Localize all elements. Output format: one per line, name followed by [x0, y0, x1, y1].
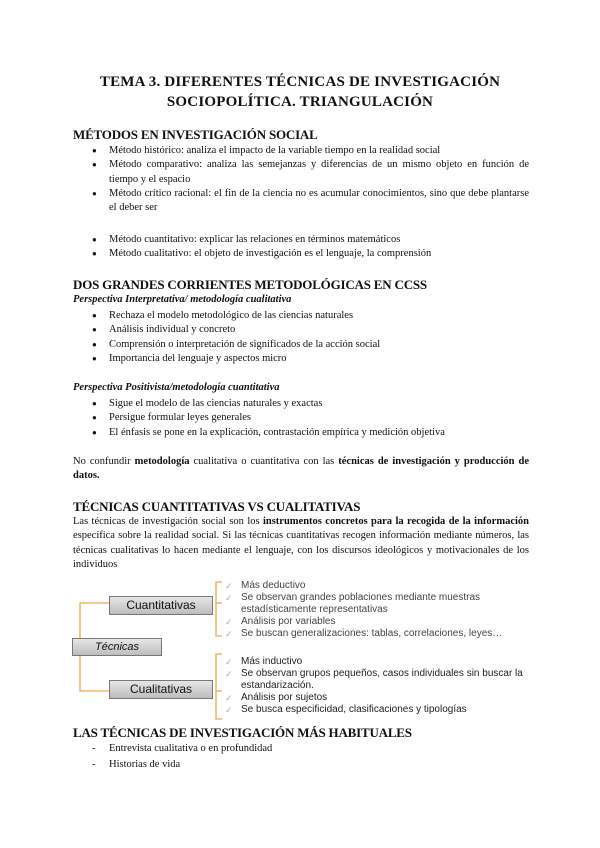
list-item: ● Persigue formular leyes generales — [92, 411, 529, 425]
cualitativas-features — [225, 656, 530, 716]
list-item: ● Importancia del lenguaje y aspectos micro — [92, 352, 529, 366]
para-bold: instrumentos concretos para la recogida de la información — [262, 516, 529, 527]
list-item: ● Método crítico racional: el fin de la ciencia no es acumular conocimientos, sino que debe plantarse el deber ser — [92, 187, 529, 216]
feature-text: Más deductivo — [241, 580, 306, 591]
feature-item — [225, 628, 530, 640]
feature-text: Más inductivo — [241, 656, 303, 667]
metodos-list-a — [92, 144, 529, 215]
note-text: cualitativa o cuantitativa con las — [189, 456, 339, 467]
list-item: ● Sigue el modelo de las ciencias naturales y exactas — [92, 397, 529, 411]
list-item: ● Método comparativo: analiza las semejanzas y diferencias de un mismo objeto en función de tiempo y el espacio — [92, 158, 529, 187]
tecnicas-box: Técnicas — [72, 638, 162, 656]
feature-text: Se buscan generalizaciones: tablas, correlaciones, leyes… — [241, 628, 503, 639]
section-heading-metodos: MÉTODOS EN INVESTIGACIÓN SOCIAL — [73, 127, 318, 142]
check-icon: ✓ — [225, 669, 233, 679]
note-paragraph — [73, 455, 529, 484]
cuantitativas-box: Cuantitativas — [109, 596, 213, 615]
feature-item — [225, 692, 530, 704]
check-icon: ✓ — [225, 693, 233, 703]
note-bold: metodología — [134, 456, 190, 467]
para-text: específica sobre la realidad social. Si las técnicas cuantitativas recogen información mediante números, las técnicas cualitativas lo hacen mediante el lenguaje, con los discursos ideológicos y motivacionales de los individuos — [73, 530, 529, 570]
check-icon: ✓ — [225, 593, 233, 603]
metodos-list-b — [92, 233, 529, 262]
tecnicas-paragraph — [73, 515, 529, 572]
habituales-list — [92, 741, 272, 773]
note-bold: técnicas de investigación y producción de datos. — [73, 456, 529, 482]
list-item: ● Análisis individual y concreto — [92, 323, 529, 337]
list-item: ● El énfasis se pone en la explicación, contrastación empírica y medición objetiva — [92, 426, 529, 440]
check-icon: ✓ — [225, 617, 233, 627]
list-item: ● Rechaza el modelo metodológico de las ciencias naturales — [92, 309, 529, 323]
feature-item — [225, 580, 530, 592]
feature-item — [225, 592, 530, 616]
subheading-interpretativa: Perspectiva Interpretativa/ metodología cualitativa — [73, 294, 292, 305]
title-line-1: TEMA 3. DIFERENTES TÉCNICAS DE INVESTIGACIÓN — [99, 74, 501, 90]
cuantitativas-features — [225, 580, 530, 640]
interpretativa-list — [92, 309, 529, 366]
check-icon: ✓ — [225, 705, 233, 715]
feature-text: Análisis por variables — [241, 616, 336, 627]
feature-item — [225, 668, 530, 692]
note-text: No confundir — [73, 456, 135, 467]
list-item: - Historias de vida — [92, 757, 272, 773]
feature-text: Se observan grandes poblaciones mediante muestras estadísticamente representativas — [241, 592, 481, 615]
feature-text: Se observan grupos pequeños, casos individuales sin buscar la estandarización. — [241, 668, 523, 691]
feature-item — [225, 704, 530, 716]
list-item: - Entrevista cualitativa o en profundidad — [92, 741, 272, 757]
para-text: Las técnicas de investigación social son los — [73, 516, 263, 527]
feature-text: Se busca especificidad, clasificaciones y tipologías — [241, 704, 467, 715]
list-item: ● Método histórico: analiza el impacto de la variable tiempo en la realidad social — [92, 144, 529, 158]
cualitativas-box: Cualitativas — [109, 680, 213, 699]
feature-item — [225, 616, 530, 628]
check-icon: ✓ — [225, 581, 233, 591]
list-item: ● Comprensión o interpretación de significados de la acción social — [92, 338, 529, 352]
subheading-positivista: Perspectiva Positivista/metodología cuantitativa — [73, 382, 280, 393]
section-heading-corrientes: DOS GRANDES CORRIENTES METODOLÓGICAS EN CCSS — [73, 277, 427, 292]
document-title — [60, 72, 540, 112]
section-heading-tecnicas: TÉCNICAS CUANTITATIVAS VS CUALITATIVAS — [73, 499, 361, 514]
tecnicas-diagram — [72, 578, 532, 723]
list-item: ● Método cualitativo: el objeto de investigación es el lenguaje, la comprensión — [92, 247, 529, 261]
list-item: ● Método cuantitativo: explicar las relaciones en términos matemáticos — [92, 233, 529, 247]
section-heading-habituales: LAS TÉCNICAS DE INVESTIGACIÓN MÁS HABITUALES — [73, 725, 412, 740]
title-line-2: SOCIOPOLÍTICA. TRIANGULACIÓN — [166, 94, 434, 110]
check-icon: ✓ — [225, 629, 233, 639]
feature-item — [225, 656, 530, 668]
positivista-list — [92, 397, 529, 440]
check-icon: ✓ — [225, 657, 233, 667]
feature-text: Análisis por sujetos — [241, 692, 328, 703]
